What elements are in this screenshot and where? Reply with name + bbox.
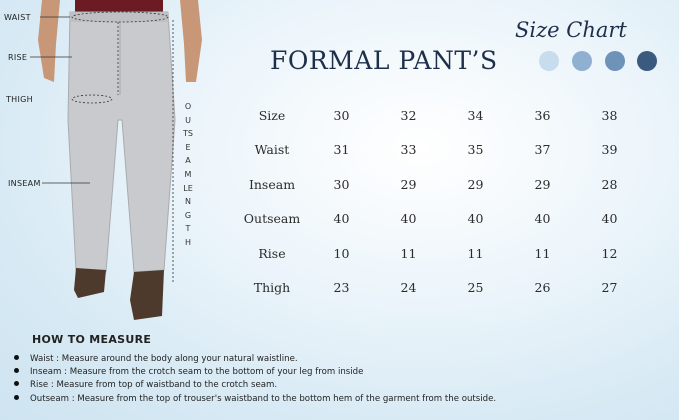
how-to-measure-heading: HOW TO MEASURE	[32, 333, 152, 346]
waist-label: WAIST	[4, 13, 31, 22]
table-cell: 40	[467, 211, 484, 227]
bullet-icon	[14, 368, 19, 373]
row-label: Waist	[254, 142, 290, 158]
page-title: FORMAL PANT’S	[270, 46, 498, 75]
left-shoe	[74, 268, 106, 298]
swatch-4	[637, 51, 657, 71]
table-cell: 24	[400, 280, 417, 296]
left-arm	[38, 0, 60, 82]
rise-label: RISE	[8, 53, 28, 62]
table-cell: 40	[400, 211, 417, 227]
table-cell: 38	[601, 107, 618, 123]
swatch-3	[605, 51, 625, 71]
bullet-icon	[14, 395, 19, 400]
right-arm	[180, 0, 202, 82]
list-item	[14, 393, 496, 406]
table-cell: 12	[601, 245, 618, 261]
table-cell: 33	[400, 142, 417, 158]
list-item	[14, 366, 496, 379]
table-cell: 39	[601, 142, 618, 158]
table-cell: 34	[467, 107, 484, 123]
table-cell: 26	[534, 280, 551, 296]
table-cell: 40	[534, 211, 551, 227]
table-row	[236, 202, 643, 237]
row-label: Outseam	[243, 211, 301, 227]
measurement-instructions	[14, 353, 496, 406]
table-cell: 29	[400, 176, 417, 192]
table-cell: 27	[601, 280, 618, 296]
table-cell: 11	[534, 245, 551, 261]
size-chart-table	[236, 98, 643, 305]
size-chart-heading: Size Chart	[515, 18, 627, 42]
row-label: Rise	[258, 245, 286, 261]
instruction-text: Outseam : Measure from the top of trouser's waistband to the bottom hem of the garment from the outside.	[30, 393, 497, 404]
swatch-2	[572, 51, 592, 71]
row-label: Size	[258, 107, 286, 123]
bullet-icon	[14, 355, 19, 360]
bullet-icon	[14, 381, 19, 386]
table-cell: 40	[333, 211, 350, 227]
table-row	[236, 236, 643, 271]
table-cell: 40	[601, 211, 618, 227]
table-cell: 30	[333, 107, 350, 123]
table-cell: 10	[333, 245, 350, 261]
row-label: Inseam	[248, 176, 296, 192]
table-cell: 37	[534, 142, 551, 158]
table-row	[236, 133, 643, 168]
table-cell: 11	[400, 245, 417, 261]
instruction-text: Waist : Measure around the body along your natural waistline.	[30, 354, 298, 364]
table-cell: 11	[467, 245, 484, 261]
table-cell: 23	[333, 280, 350, 296]
table-row	[236, 167, 643, 202]
right-shoe	[130, 270, 164, 320]
table-cell: 32	[400, 107, 417, 123]
table-cell: 29	[534, 176, 551, 192]
table-row	[236, 271, 643, 306]
list-item	[14, 353, 496, 366]
table-cell: 25	[467, 280, 484, 296]
row-label: Thigh	[253, 280, 291, 296]
table-cell: 29	[467, 176, 484, 192]
swatch-1	[539, 51, 559, 71]
table-cell: 28	[601, 176, 618, 192]
instruction-text: Rise : Measure from top of waistband to the crotch seam.	[30, 380, 278, 391]
thigh-label: THIGH	[6, 95, 33, 104]
list-item	[14, 379, 496, 392]
table-cell: 30	[333, 176, 350, 192]
instruction-text: Inseam : Measure from the crotch seam to the bottom of your leg from inside	[30, 367, 364, 378]
table-cell: 35	[467, 142, 484, 158]
inseam-label: INSEAM	[8, 179, 41, 188]
table-row	[236, 98, 643, 133]
outseam-length-label: OUTSEAM LENGTH	[183, 102, 193, 247]
table-cell: 31	[333, 142, 350, 158]
grey-pants	[68, 12, 175, 272]
table-cell: 36	[534, 107, 551, 123]
